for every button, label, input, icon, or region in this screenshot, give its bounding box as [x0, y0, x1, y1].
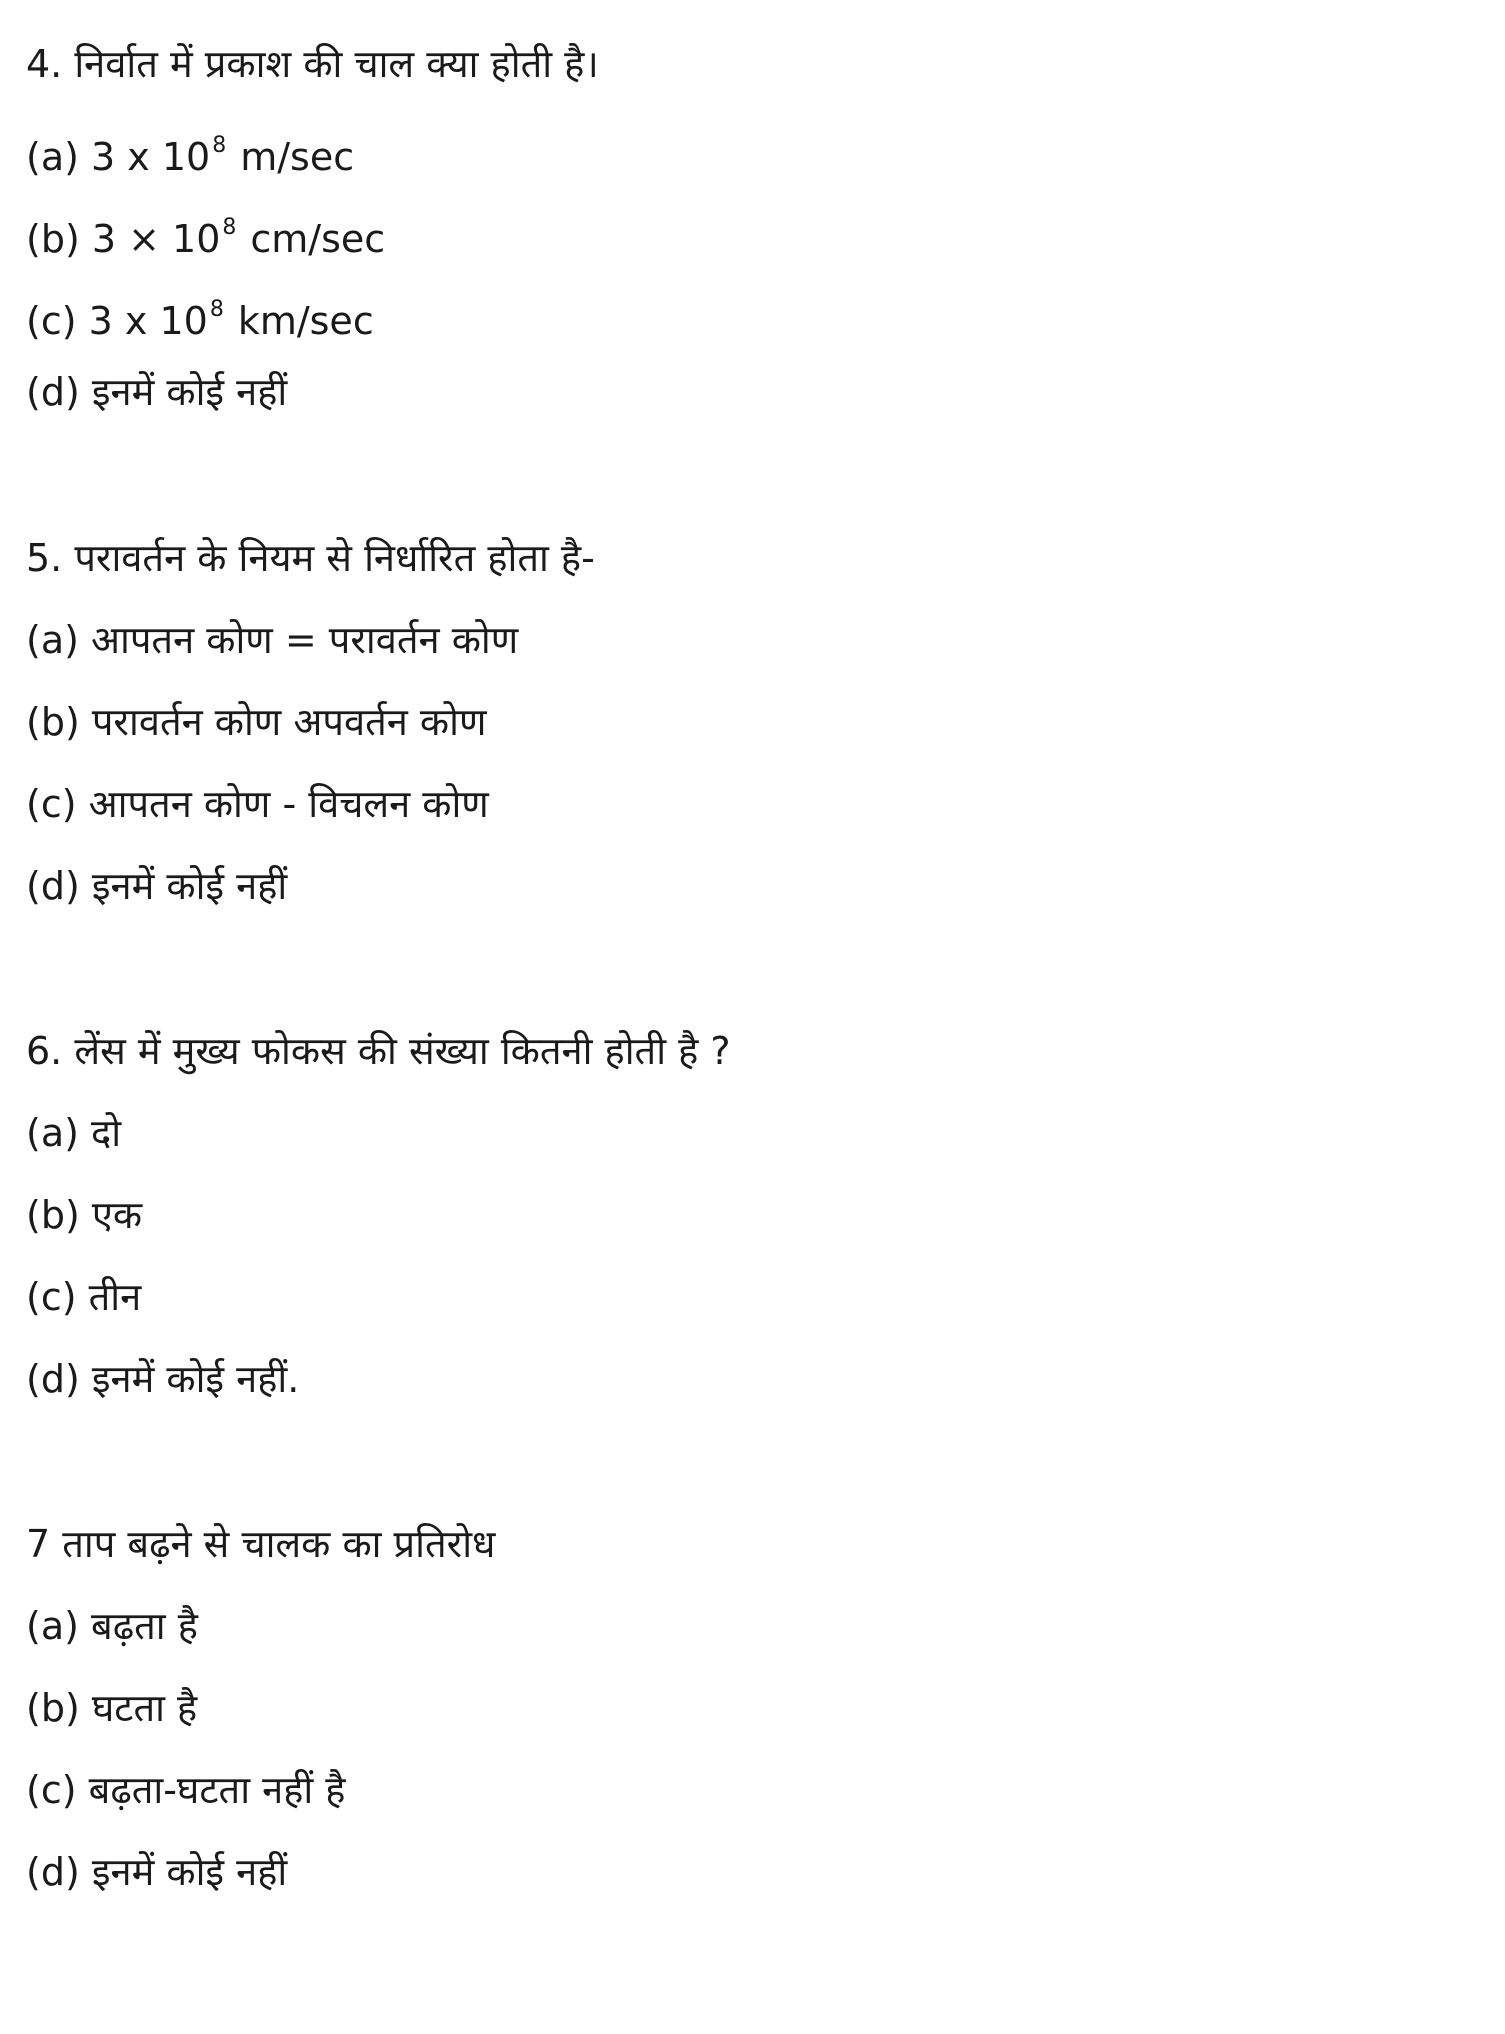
option-a [26, 108, 1466, 190]
exponent: 8 [222, 215, 237, 240]
exponent: 8 [212, 133, 227, 158]
option-base: (a) 3 x 10 [26, 135, 211, 179]
option-d: (d) इनमें कोई नहीं. [26, 1357, 300, 1401]
question-stem: 6. लेंस में मुख्य फोकस की संख्या कितनी होती है ? [26, 1029, 731, 1073]
option-b [26, 190, 1466, 272]
question-stem: 5. परावर्तन के नियम से निर्धारित होता है- [26, 536, 595, 580]
option-unit: m/sec [240, 135, 355, 179]
question-4 [26, 26, 1466, 436]
option-d: (d) इनमें कोई नहीं [26, 370, 288, 414]
option-d: (d) इनमें कोई नहीं [26, 1850, 288, 1894]
exponent: 8 [209, 297, 224, 322]
option-b: (b) घटता है [26, 1686, 198, 1730]
option-c: (c) आपतन कोण - विचलन कोण [26, 782, 489, 826]
question-stem: 4. निर्वात में प्रकाश की चाल क्या होती है। [26, 42, 599, 86]
option-unit: km/sec [237, 299, 374, 343]
option-a: (a) आपतन कोण = परावर्तन कोण [26, 618, 519, 662]
question-7 [26, 1506, 1466, 1916]
option-b: (b) परावर्तन कोण अपवर्तन कोण [26, 700, 487, 744]
question-stem: 7 ताप बढ़ने से चालक का प्रतिरोध [26, 1522, 496, 1566]
question-5 [26, 520, 1466, 930]
option-unit: cm/sec [250, 217, 386, 261]
option-base: (c) 3 x 10 [26, 299, 208, 343]
option-c: (c) तीन [26, 1275, 142, 1319]
question-6 [26, 1013, 1466, 1423]
option-c [26, 272, 1466, 354]
option-a: (a) दो [26, 1111, 122, 1155]
option-c: (c) बढ़ता-घटता नहीं है [26, 1768, 346, 1812]
option-a: (a) बढ़ता है [26, 1604, 198, 1648]
option-d: (d) इनमें कोई नहीं [26, 864, 288, 908]
option-base: (b) 3 × 10 [26, 217, 221, 261]
option-b: (b) एक [26, 1193, 143, 1237]
